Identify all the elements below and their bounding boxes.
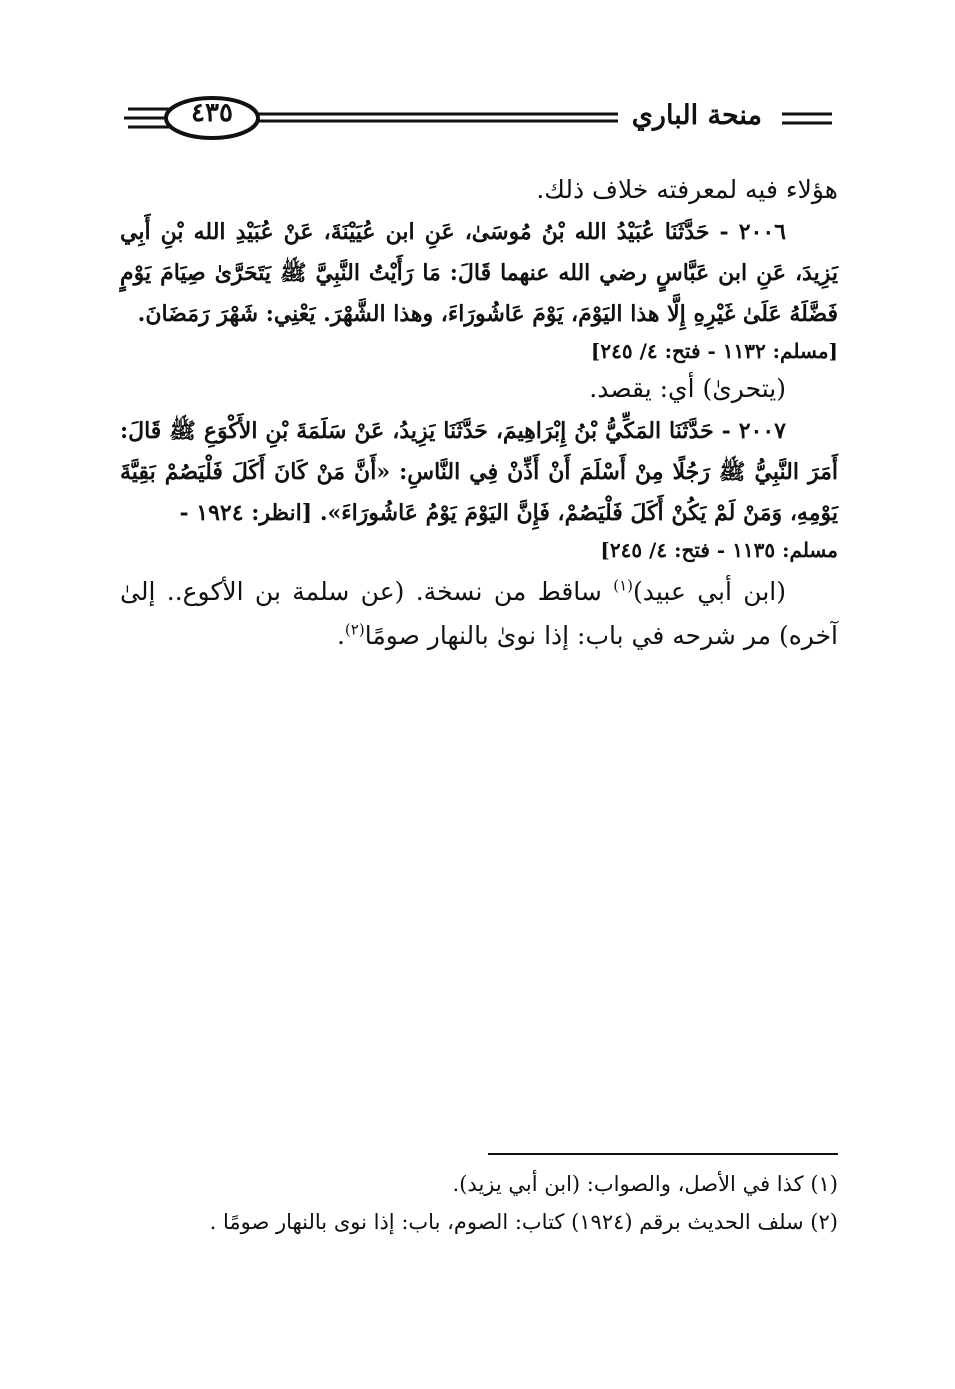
commentary-2-part2: ساقط من نسخة. (عن سلمة بن الأكوع.. إلىٰ آخره) مر شرحه في باب: إذا نوىٰ بالنهار صومًا (120, 577, 838, 650)
hadith-2006-reference: [مسلم: ١١٣٢ - فتح: ٤/ ٢٤٥] (590, 339, 838, 363)
commentary-2 (120, 570, 838, 658)
footnote-marker-2[interactable]: (٢) (344, 620, 365, 639)
hadith-2006-text: ٢٠٠٦ - حَدَّثَنَا عُبَيْدُ الله بْنُ مُوسَىٰ، عَنِ ابن عُيَيْنَةَ، عَنْ عُبَيْدِ الله بْنِ أَبِي يَزِيدَ، عَنِ ابن عَبَّاسٍ رضي الله عنهما قَالَ: مَا رَأَيْتُ النَّبِيَّ ﷺ يَتَحَرَّىٰ صِيَامَ يَوْمٍ فَضَّلَهُ عَلَىٰ غَيْرِهِ إِلَّا هذا اليَوْمَ، يَوْمَ عَاشُورَاءَ، وهذا الشَّهْرَ. يَعْنِي: شَهْرَ رَمَضَانَ. (120, 219, 838, 327)
commentary-2-part3: . (336, 621, 345, 650)
running-title: منحة الباري (631, 100, 762, 131)
commentary-2-part1: (ابن أبي عبيد) (632, 577, 786, 606)
commentary-1: (يتحرىٰ) أي: يقصد. (589, 374, 786, 403)
intro-line: هؤلاء فيه لمعرفته خلاف ذلك. (536, 175, 838, 204)
footnotes (100, 1165, 838, 1241)
footnote-2: (٢) سلف الحديث برقم (١٩٢٤) كتاب: الصوم، باب: إذا نوى بالنهار صومًا . (209, 1210, 838, 1234)
main-content (120, 168, 838, 658)
hadith-2007-text: ٢٠٠٧ - حَدَّثَنَا المَكِّيُّ بْنُ إِبْرَاهِيمَ، حَدَّثَنَا يَزِيدُ، عَنْ سَلَمَةَ بْنِ الأَكْوَعِ ﷺ قَالَ: أَمَرَ النَّبِيُّ ﷺ رَجُلًا مِنْ أَسْلَمَ أَنْ أَذِّنْ فِي النَّاسِ: «أَنَّ مَنْ كَانَ أَكَلَ فَلْيَصُمْ بَقِيَّةَ يَوْمِهِ، وَمَنْ لَمْ يَكُنْ أَكَلَ فَلْيَصُمْ، فَإِنَّ اليَوْمَ يَوْمُ عَاشُورَاءَ». [انظر: ١٩٢٤ - (120, 418, 838, 526)
hadith-2007-reference: مسلم: ١١٣٥ - فتح: ٤/ ٢٤٥] (600, 538, 838, 562)
footnote-separator (488, 1153, 838, 1155)
footnote-1: (١) كذا في الأصل، والصواب: (ابن أبي يزيد). (452, 1172, 838, 1196)
page-number: ٤٣٥ (191, 98, 233, 128)
footnote-marker-1[interactable]: (١) (613, 576, 633, 595)
page-header (120, 92, 840, 146)
